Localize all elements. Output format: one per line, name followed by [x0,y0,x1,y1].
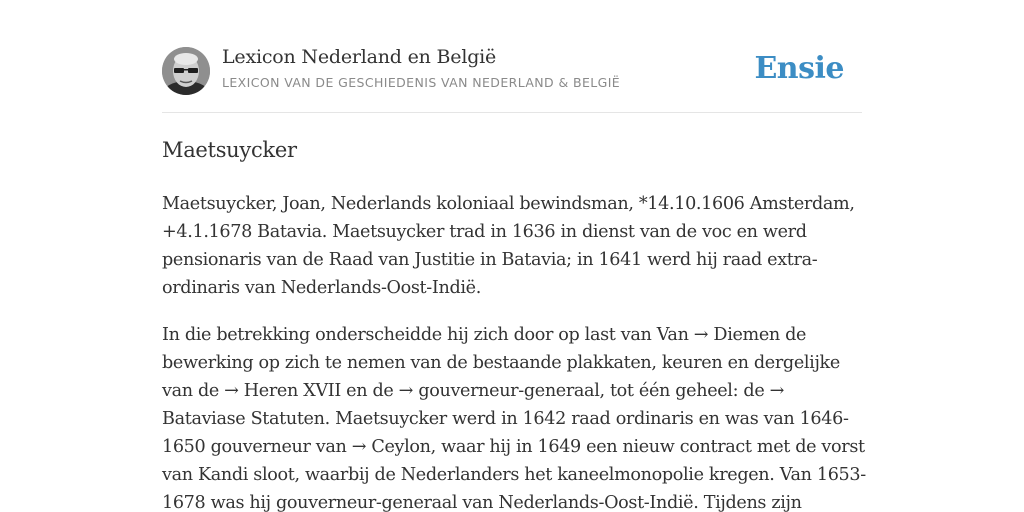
paragraph-line: pensionaris van de Raad van Justitie in Batavia; in 1641 werd hij raad extra- [162,250,818,270]
header [162,0,862,113]
paragraph-line: 1650 gouverneur van → Ceylon, waar hij in 1649 een nieuw contract met de vorst [162,437,865,457]
brand-logo[interactable]: Ensie [754,51,844,86]
paragraph-line: ordinaris van Nederlands-Oost-Indië. [162,278,481,298]
avatar-image [162,47,210,95]
paragraph-line: van Kandi sloot, waarbij de Nederlanders het kaneelmonopolie kregen. Van 1653- [162,465,866,485]
paragraph-line: Maetsuycker, Joan, Nederlands koloniaal bewindsman, *14.10.1606 Amsterdam, [162,194,855,214]
article-title: Maetsuycker [162,138,297,162]
paragraph-line: In die betrekking onderscheidde hij zich door op last van Van → Diemen de [162,325,807,345]
paragraph-line: +4.1.1678 Batavia. Maetsuycker trad in 1636 in dienst van de voc en werd [162,222,807,242]
paragraph-line: 1678 was hij gouverneur-generaal van Nederlands-Oost-Indië. Tijdens zijn [162,493,802,512]
author-avatar-icon[interactable] [162,47,210,95]
page [162,0,866,512]
paragraph-line: bewerking op zich te nemen van de bestaande plakkaten, keuren en dergelijke [162,353,840,373]
article-body [162,190,866,512]
paragraph-line: van de → Heren XVII en de → gouverneur-generaal, tot één geheel: de → [162,381,785,401]
site-subtitle: LEXICON VAN DE GESCHIEDENIS VAN NEDERLAND & BELGIË [222,75,621,90]
site-title[interactable]: Lexicon Nederland en België [222,46,497,68]
article-paragraph-1 [162,190,862,302]
paragraph-line: Bataviase Statuten. Maetsuycker werd in 1642 raad ordinaris en was van 1646- [162,409,849,429]
article-paragraph-2 [162,321,866,512]
